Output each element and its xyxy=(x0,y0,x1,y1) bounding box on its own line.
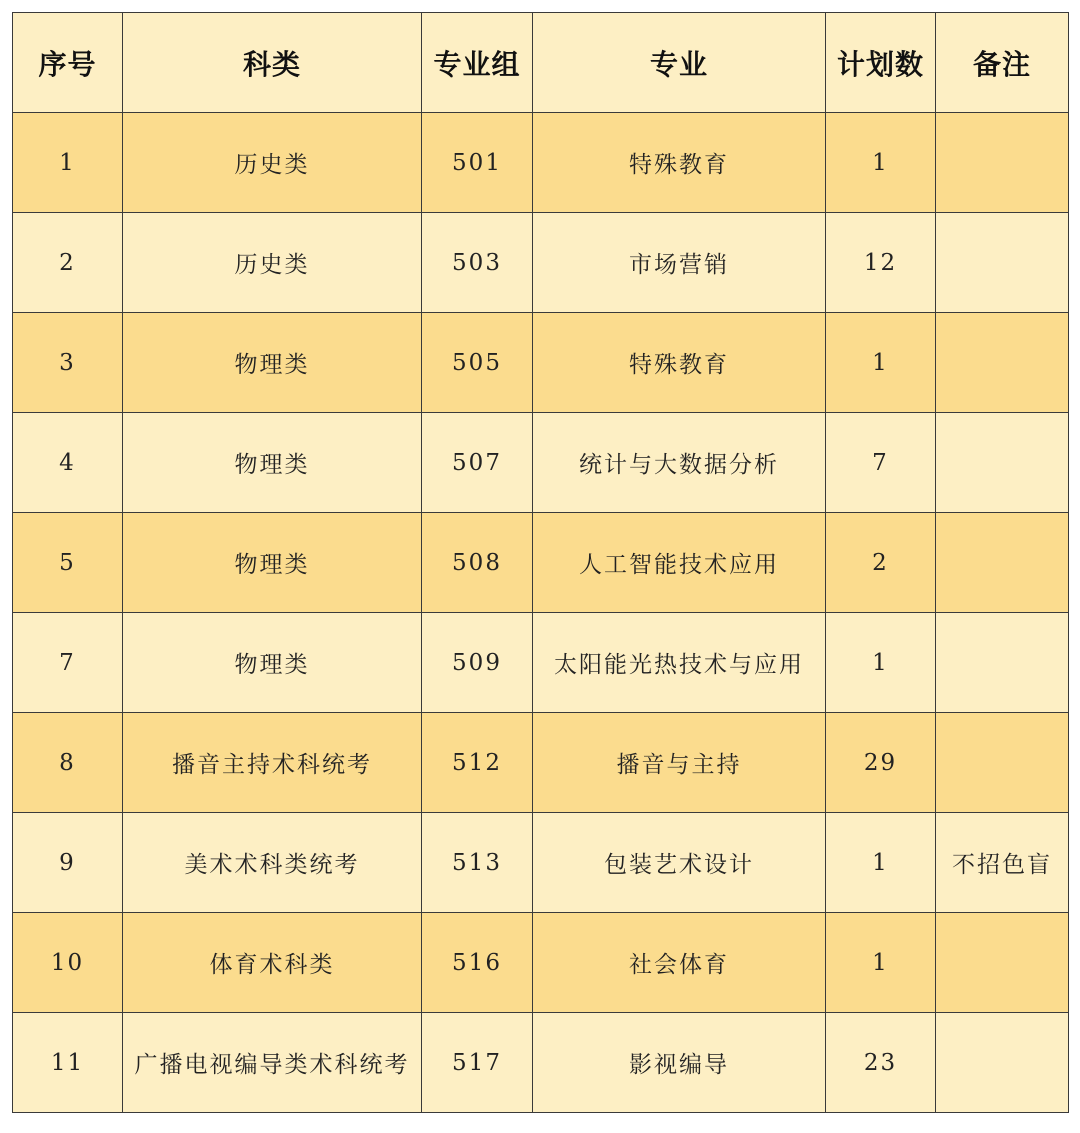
cell-major: 统计与大数据分析 xyxy=(533,413,826,513)
cell-major: 太阳能光热技术与应用 xyxy=(533,613,826,713)
cell-index: 4 xyxy=(13,413,123,513)
cell-major: 包装艺术设计 xyxy=(533,813,826,913)
cell-index: 3 xyxy=(13,313,123,413)
cell-plan-count: 7 xyxy=(826,413,936,513)
cell-major-group: 512 xyxy=(422,713,533,813)
cell-category: 历史类 xyxy=(123,113,422,213)
cell-plan-count: 1 xyxy=(826,313,936,413)
table-row xyxy=(13,613,1069,713)
cell-remarks xyxy=(936,113,1069,213)
table-row xyxy=(13,113,1069,213)
table-body xyxy=(13,113,1069,1113)
header-category: 科类 xyxy=(123,13,422,113)
cell-major-group: 505 xyxy=(422,313,533,413)
header-major-group: 专业组 xyxy=(422,13,533,113)
cell-major: 特殊教育 xyxy=(533,313,826,413)
table-row xyxy=(13,513,1069,613)
cell-major: 人工智能技术应用 xyxy=(533,513,826,613)
cell-plan-count: 1 xyxy=(826,913,936,1013)
cell-category: 广播电视编导类术科统考 xyxy=(123,1013,422,1113)
cell-remarks xyxy=(936,313,1069,413)
header-row xyxy=(13,13,1069,113)
cell-major-group: 509 xyxy=(422,613,533,713)
cell-index: 7 xyxy=(13,613,123,713)
table-row xyxy=(13,213,1069,313)
cell-index: 9 xyxy=(13,813,123,913)
cell-remarks xyxy=(936,713,1069,813)
cell-major: 市场营销 xyxy=(533,213,826,313)
cell-plan-count: 12 xyxy=(826,213,936,313)
cell-plan-count: 1 xyxy=(826,113,936,213)
cell-plan-count: 23 xyxy=(826,1013,936,1113)
enrollment-plan-table-wrapper xyxy=(12,12,1068,1113)
cell-major: 特殊教育 xyxy=(533,113,826,213)
cell-remarks xyxy=(936,413,1069,513)
cell-index: 1 xyxy=(13,113,123,213)
cell-remarks xyxy=(936,213,1069,313)
cell-category: 体育术科类 xyxy=(123,913,422,1013)
table-row xyxy=(13,313,1069,413)
cell-major: 社会体育 xyxy=(533,913,826,1013)
table-row xyxy=(13,813,1069,913)
cell-index: 5 xyxy=(13,513,123,613)
cell-major: 播音与主持 xyxy=(533,713,826,813)
cell-major-group: 503 xyxy=(422,213,533,313)
cell-major-group: 516 xyxy=(422,913,533,1013)
table-row xyxy=(13,413,1069,513)
table-header xyxy=(13,13,1069,113)
header-index: 序号 xyxy=(13,13,123,113)
cell-remarks xyxy=(936,613,1069,713)
table-row xyxy=(13,913,1069,1013)
cell-major-group: 507 xyxy=(422,413,533,513)
cell-remarks xyxy=(936,513,1069,613)
cell-plan-count: 1 xyxy=(826,613,936,713)
cell-major-group: 517 xyxy=(422,1013,533,1113)
table-row xyxy=(13,1013,1069,1113)
cell-plan-count: 29 xyxy=(826,713,936,813)
cell-index: 2 xyxy=(13,213,123,313)
cell-major-group: 501 xyxy=(422,113,533,213)
cell-remarks xyxy=(936,913,1069,1013)
cell-remarks xyxy=(936,1013,1069,1113)
cell-major: 影视编导 xyxy=(533,1013,826,1113)
cell-category: 美术术科类统考 xyxy=(123,813,422,913)
cell-category: 物理类 xyxy=(123,313,422,413)
cell-major-group: 513 xyxy=(422,813,533,913)
cell-category: 物理类 xyxy=(123,613,422,713)
cell-index: 10 xyxy=(13,913,123,1013)
cell-category: 物理类 xyxy=(123,413,422,513)
cell-index: 11 xyxy=(13,1013,123,1113)
cell-plan-count: 2 xyxy=(826,513,936,613)
cell-plan-count: 1 xyxy=(826,813,936,913)
cell-category: 播音主持术科统考 xyxy=(123,713,422,813)
cell-index: 8 xyxy=(13,713,123,813)
header-remarks: 备注 xyxy=(936,13,1069,113)
cell-major-group: 508 xyxy=(422,513,533,613)
cell-remarks: 不招色盲 xyxy=(936,813,1069,913)
header-major: 专业 xyxy=(533,13,826,113)
cell-category: 物理类 xyxy=(123,513,422,613)
table-row xyxy=(13,713,1069,813)
header-plan-count: 计划数 xyxy=(826,13,936,113)
enrollment-plan-table xyxy=(12,12,1069,1113)
cell-category: 历史类 xyxy=(123,213,422,313)
